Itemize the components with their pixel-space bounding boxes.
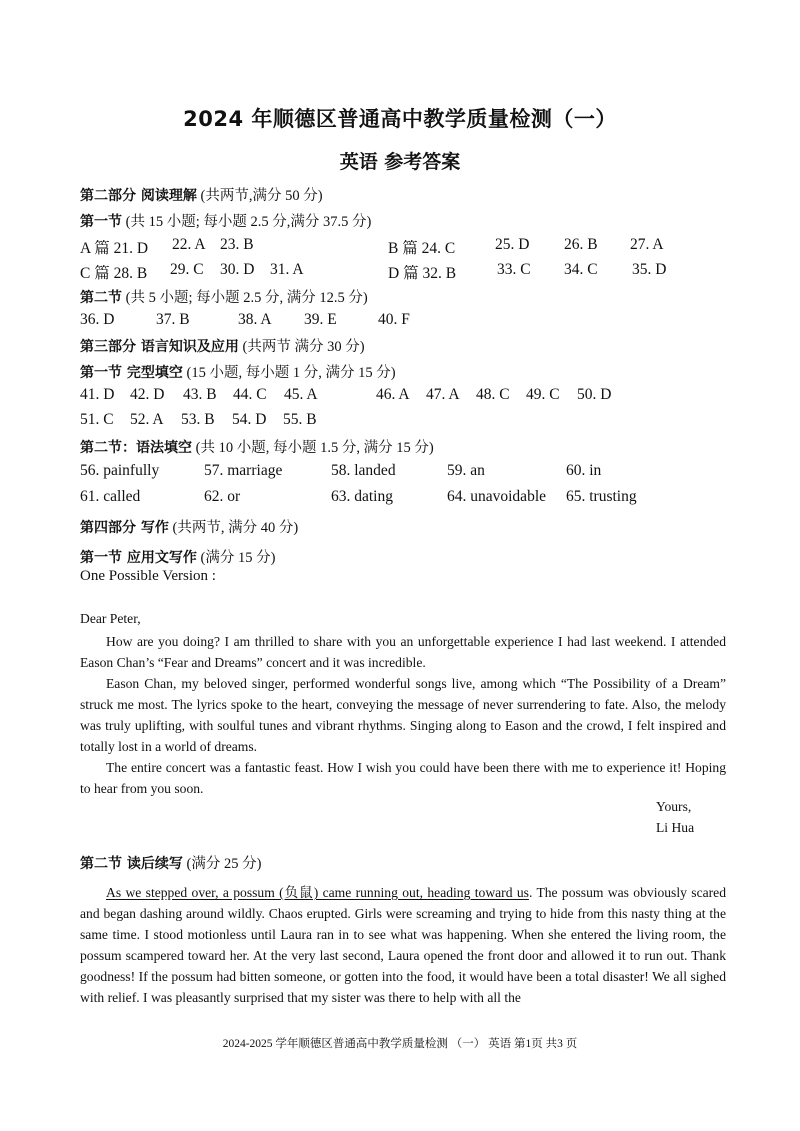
answer-item: 54. D [232,411,267,428]
part2-sec2-note: (共 5 小题; 每小题 2.5 分, 满分 12.5 分) [125,290,368,306]
answer-item: 64. unavoidable [447,488,547,505]
continuation-paragraph [80,882,726,1008]
answer-item: 43. B [183,386,217,403]
part3-sec1-note: (15 小题, 每小题 1 分, 满分 15 分) [186,365,396,381]
answer-row [80,386,720,408]
letter-greeting: Dear Peter, [80,611,141,626]
answer-item: 58. landed [331,462,396,479]
letter-paragraph: Eason Chan, my beloved singer, performed wonderful songs live, among which “The Possibility of a Dream” struck me most. The lyrics spoke to the heart, conveying the message of never surrendering to fate. Also, the melody was truly uplifting, with soulful tunes and vibrant rhythms. Singing along to Eason and the crowd, I felt inspired and totally lost in a world of dreams. [80,676,726,754]
answer-item: 60. in [566,462,602,479]
answer-item: 55. B [283,411,317,428]
part4-sec2-heading: 第二节 读后续写 [80,856,183,872]
part3-note: (共两节 满分 30 分) [242,339,365,355]
part4-header [80,516,298,537]
answer-item: 46. A [376,386,410,403]
part2-sec2-header [80,286,368,307]
answer-item: A 篇 21. D [80,240,149,257]
answer-item: 50. D [577,386,612,403]
answer-row [80,411,720,433]
answer-item: 30. D [220,261,255,278]
continuation-writing [80,882,726,1008]
part2-header [80,184,323,205]
answer-item: 53. B [181,411,215,428]
answer-item: 59. an [447,462,485,479]
answer-item: 26. B [564,236,598,253]
part4-sec1-note: (满分 15 分) [200,550,276,566]
answer-item: 51. C [80,411,114,428]
letter-body [80,631,726,799]
answer-item: 62. or [204,488,241,505]
answer-item: 41. D [80,386,115,403]
answer-item: D 篇 32. B [388,265,457,282]
continuation-text: . The possum was obviously scared and began dashing around wildly. Chaos erupted. Girls were screaming and trying to hide from this nasty thing at the same time. I stood motionless until Laura ran in to see what was happening. When she entered the living room, the possum scampered toward her. At the very last second, Laura opened the front door and allowed it to run out. Thank goodness! If the possum had bitten someone, or gotten into the food, it would have been a total disaster! We all sighed with relief. I was pleasantly surprised that my sister was there to help with all the [80,885,726,1005]
answer-item: 37. B [156,311,190,328]
part3-sec2-heading: 第二节：语法填空 [80,440,192,456]
part3-heading: 第三部分 语言知识及应用 [80,339,239,355]
answer-item: 48. C [476,386,510,403]
answer-item: 34. C [564,261,598,278]
answer-item: 40. F [378,311,410,328]
answer-item: 45. A [284,386,318,403]
answer-row [80,462,720,484]
version-label: One Possible Version : [80,568,216,584]
page-footer: 2024-2025 学年顺德区普通高中教学质量检测 （一） 英语 第1页 共3 页 [222,1038,578,1050]
answer-item: 57. marriage [204,462,283,479]
answer-item: B 篇 24. C [388,240,456,257]
answer-item: 39. E [304,311,337,328]
answer-row [80,488,720,510]
answer-item: 22. A [172,236,206,253]
part4-sec1-header [80,546,275,567]
answer-item: 56. painfully [80,462,160,479]
answer-item: 52. A [130,411,164,428]
answer-item: 49. C [526,386,560,403]
page-subtitle: 英语 参考答案 [339,151,461,173]
letter-paragraph: How are you doing? I am thrilled to share with you an unforgettable experience I had last weekend. I attended Eason Chan’s “Fear and Dreams” concert and it was incredible. [80,634,726,670]
letter-paragraph: The entire concert was a fantastic feast. How I wish you could have been there with me to experience it! Hoping to hear from you soon. [80,760,726,796]
answer-item: 44. C [233,386,267,403]
page-title: 2024 年顺德区普通高中教学质量检测（一） [183,107,617,131]
part2-note: (共两节,满分 50 分) [200,188,323,204]
answer-item: 63. dating [331,488,393,505]
answer-item: 47. A [426,386,460,403]
answer-item: 23. B [220,236,254,253]
answer-item: 35. D [632,261,667,278]
answer-row [80,261,720,283]
part3-header [80,335,365,356]
answer-row [80,311,720,333]
answer-item: 33. C [497,261,531,278]
part4-sec2-note: (满分 25 分) [186,856,262,872]
part3-sec2-header [80,436,434,457]
answer-item: 38. A [238,311,272,328]
answer-item: 42. D [130,386,165,403]
part4-sec1-heading: 第一节 应用文写作 [80,550,197,566]
answer-item: 65. trusting [566,488,637,505]
part2-sec1-note: (共 15 小题; 每小题 2.5 分,满分 37.5 分) [125,214,372,230]
answer-item: 25. D [495,236,530,253]
answer-item: 31. A [270,261,304,278]
answer-item: 27. A [630,236,664,253]
part4-heading: 第四部分 写作 [80,520,169,536]
part3-sec2-note: (共 10 小题, 每小题 1.5 分, 满分 15 分) [195,440,434,456]
part2-sec1-heading: 第一节 [80,214,122,230]
answer-item: 36. D [80,311,115,328]
part2-sec2-heading: 第二节 [80,290,122,306]
answer-row [80,236,720,258]
continuation-given-start: As we stepped over, a possum (负鼠) came running out, heading toward us [106,885,529,900]
part3-sec1-heading: 第一节 完型填空 [80,365,183,381]
answer-item: 29. C [170,261,204,278]
part4-note: (共两节, 满分 40 分) [172,520,299,536]
letter-signature: Li Hua [656,820,695,835]
answer-item: 61. called [80,488,141,505]
part2-sec1-header [80,210,371,231]
part2-heading: 第二部分 阅读理解 [80,188,197,204]
part3-sec1-header [80,361,396,382]
letter-closing: Yours, [656,799,692,814]
answer-item: C 篇 28. B [80,265,148,282]
part4-sec2-header [80,852,261,873]
